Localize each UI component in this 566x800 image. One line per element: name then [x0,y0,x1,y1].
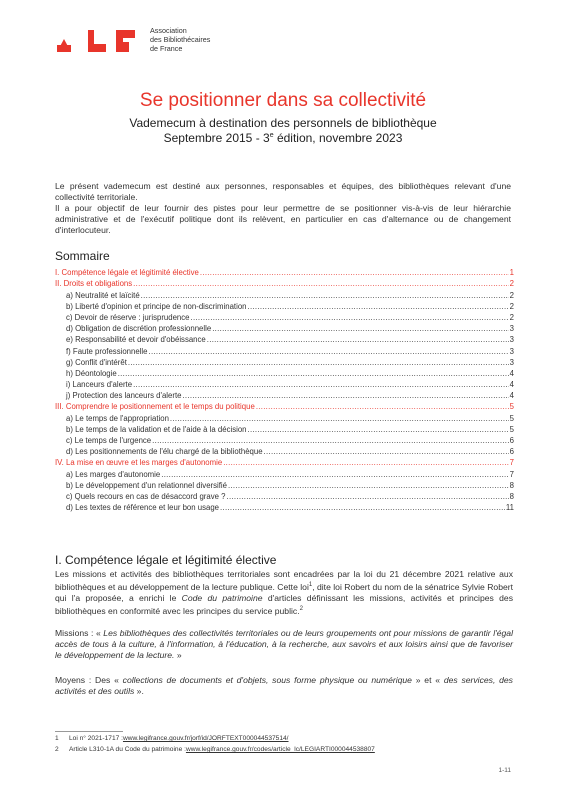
toc-entry-label: i) Lanceurs d'alerte [66,380,133,390]
toc-entry-label: c) Quels recours en cas de désaccord grave ? [66,491,226,501]
toc-entry[interactable] [55,457,514,468]
toc-entry[interactable] [55,390,514,401]
footnote-2: 2 Article L310-1A du Code du patrimoine : www.legifrance.gouv.fr/codes/article_lc/LEGIARTI000044538807 [55,746,375,753]
toc-leader-dots [170,413,509,424]
toc-entry-page: 2 [509,290,514,300]
toc-entry-label: d) Obligation de discrétion professionnelle [66,324,212,334]
document-subtitle: Vademecum à destination des personnels de bibliothèque [129,116,437,130]
toc-entry-page: 7 [509,469,514,479]
toc-entry-page: 1 [509,268,514,278]
toc-leader-dots [212,323,508,334]
toc-entry-label: b) Le temps de la validation et de l'aide à la décision [66,424,247,434]
toc-entry[interactable] [55,357,514,368]
footnote-1: 1 Loi n° 2021-1717 : www.legifrance.gouv.fr/jorf/id/JORFTEXT000044537514/ [55,735,289,742]
toc-entry-page: 11 [505,503,514,513]
toc-entry[interactable] [55,446,514,457]
toc-entry-label: d) Les textes de référence et leur bon usage [66,503,220,513]
toc-entry-page: 5 [509,424,514,434]
toc-entry-label: IV. La mise en œuvre et les marges d'autonomie [55,458,223,468]
table-of-contents [55,267,514,513]
toc-entry-label: I. Compétence légale et légitimité élective [55,268,199,278]
toc-leader-dots [264,446,509,457]
org-line: de France [150,44,183,53]
toc-entry-page: 2 [509,312,514,322]
toc-entry[interactable] [55,289,514,300]
toc-leader-dots [161,469,508,480]
intro-paragraph-1: Le présent vademecum est destiné aux personnes, responsables et équipes, des bibliothèques relevant d'une collectivité territoriale. [55,181,511,202]
toc-entry[interactable] [55,491,514,502]
intro-paragraph-2: Il a pour objectif de leur fournir des pistes pour leur permettre de se positionner vis-à-vis de leur hiérarchie administrative et de l'exécutif politique dont ils relèvent, en particulier en cas d'alternance ou de changement d'interlocuteur. [55,203,511,235]
org-line: des Bibliothécaires [150,35,211,44]
toc-entry[interactable] [55,345,514,356]
toc-entry-page: 2 [509,301,514,311]
section-heading: I. Compétence légale et légitimité élective [55,553,277,567]
toc-entry[interactable] [55,502,514,513]
toc-leader-dots [128,357,509,368]
document-edition: Septembre 2015 - 3e édition, novembre 2023 [163,131,403,145]
toc-leader-dots [133,278,509,289]
toc-entry-label: b) Le développement d'un relationnel diversifié [66,480,227,490]
toc-leader-dots [141,290,509,301]
toc-entry[interactable] [55,278,514,289]
toc-leader-dots [248,301,509,312]
toc-entry[interactable] [55,401,514,412]
toc-leader-dots [220,502,505,513]
toc-heading: Sommaire [55,249,110,263]
toc-entry[interactable] [55,368,514,379]
toc-entry-label: g) Conflit d'intérêt [66,357,127,367]
toc-entry-label: f) Faute professionnelle [66,346,148,356]
toc-entry-label: b) Liberté d'opinion et principe de non-discrimination [66,301,247,311]
toc-entry-label: c) Devoir de réserve : jurisprudence [66,312,190,322]
toc-entry-label: c) Le temps de l'urgence [66,436,152,445]
toc-leader-dots [256,401,509,412]
toc-leader-dots [200,267,509,278]
toc-entry-label: II. Droits et obligations [55,279,133,289]
toc-entry-page: 3 [509,346,514,356]
toc-entry[interactable] [55,480,514,491]
toc-leader-dots [223,457,508,468]
toc-entry[interactable] [55,412,514,423]
toc-entry-label: j) Protection des lanceurs d'alerte [66,391,182,401]
toc-leader-dots [182,390,508,401]
toc-entry-label: III. Comprendre le positionnement et le temps du politique [55,402,255,412]
footnote-link[interactable]: www.legifrance.gouv.fr/jorf/id/JORFTEXT000044537514/ [122,735,289,742]
section-paragraph-3: Moyens : Des « collections de documents et d'objets, sous forme physique ou numérique » et « des services, des activités et des outils ». [55,675,513,696]
toc-entry[interactable] [55,323,514,334]
org-line: Association [150,26,187,35]
toc-entry[interactable] [55,379,514,390]
toc-entry-label: a) Le temps de l'appropriation [66,413,169,423]
toc-entry[interactable] [55,468,514,479]
toc-leader-dots [191,312,509,323]
toc-entry-page: 6 [509,447,514,457]
toc-leader-dots [207,334,509,345]
toc-entry-page: 2 [509,279,514,289]
toc-entry-label: a) Les marges d'autonomie [66,469,161,479]
toc-entry-page: 4 [509,391,514,401]
page-number: 1-11 [498,767,511,774]
document-title: Se positionner dans sa collectivité [139,90,427,111]
org-name [150,26,240,53]
abf-logo [55,30,139,52]
toc-leader-dots [226,491,508,502]
toc-leader-dots [228,480,509,491]
section-paragraph-2: Missions : « Les bibliothèques des collectivités territoriales ou de leurs groupements ont pour missions de garantir l'égal accès de tous à la culture, à l'information, à l'éducation, à la recherche, aux savoirs et aux loisirs ainsi que de favoriser le développement de la lecture. » [55,628,513,660]
toc-entry-page: 4 [509,380,514,390]
toc-entry-page: 6 [509,436,514,445]
toc-entry-page: 5 [509,402,514,412]
toc-entry[interactable] [55,334,514,345]
toc-entry-page: 3 [509,335,514,345]
section-paragraph-1: Les missions et activités des bibliothèques territoriales sont encadrées par la loi du 21 décembre 2021 relative aux bibliothèques et au développement de la lecture publique. Cette loi$^1$, dite loi Robert du nom de la sénatrice Sylvie Robert qui l'a proposée, a enrichi le Code du patrimoine d'articles définissant les missions, activités et principes des bibliothèques en conformité avec les principes du service public.$^2$ [55,569,513,616]
toc-leader-dots [118,368,509,379]
toc-leader-dots [152,435,509,446]
toc-entry-page: 3 [509,357,514,367]
footnote-separator [55,731,123,732]
toc-leader-dots [248,424,509,435]
toc-entry-page: 4 [509,368,514,378]
toc-entry-label: h) Déontologie [66,368,117,378]
toc-leader-dots [148,346,508,357]
toc-entry-page: 8 [509,480,514,490]
toc-entry-page: 5 [509,413,514,423]
toc-entry-label: a) Neutralité et laïcité [66,290,140,300]
toc-leader-dots [133,379,509,390]
toc-entry[interactable] [55,267,514,278]
toc-entry-label: d) Les positionnements de l'élu chargé de la bibliothèque [66,447,263,457]
toc-entry-page: 7 [509,458,514,468]
toc-entry[interactable] [55,312,514,323]
toc-entry[interactable] [55,301,514,312]
toc-entry-page: 3 [509,324,514,334]
footnote-link[interactable]: www.legifrance.gouv.fr/codes/article_lc/LEGIARTI000044538807 [185,746,375,753]
toc-entry[interactable] [55,435,514,446]
toc-entry-page: 8 [509,491,514,501]
toc-entry[interactable] [55,424,514,435]
toc-entry-label: e) Responsabilité et devoir d'obéissance [66,335,206,345]
